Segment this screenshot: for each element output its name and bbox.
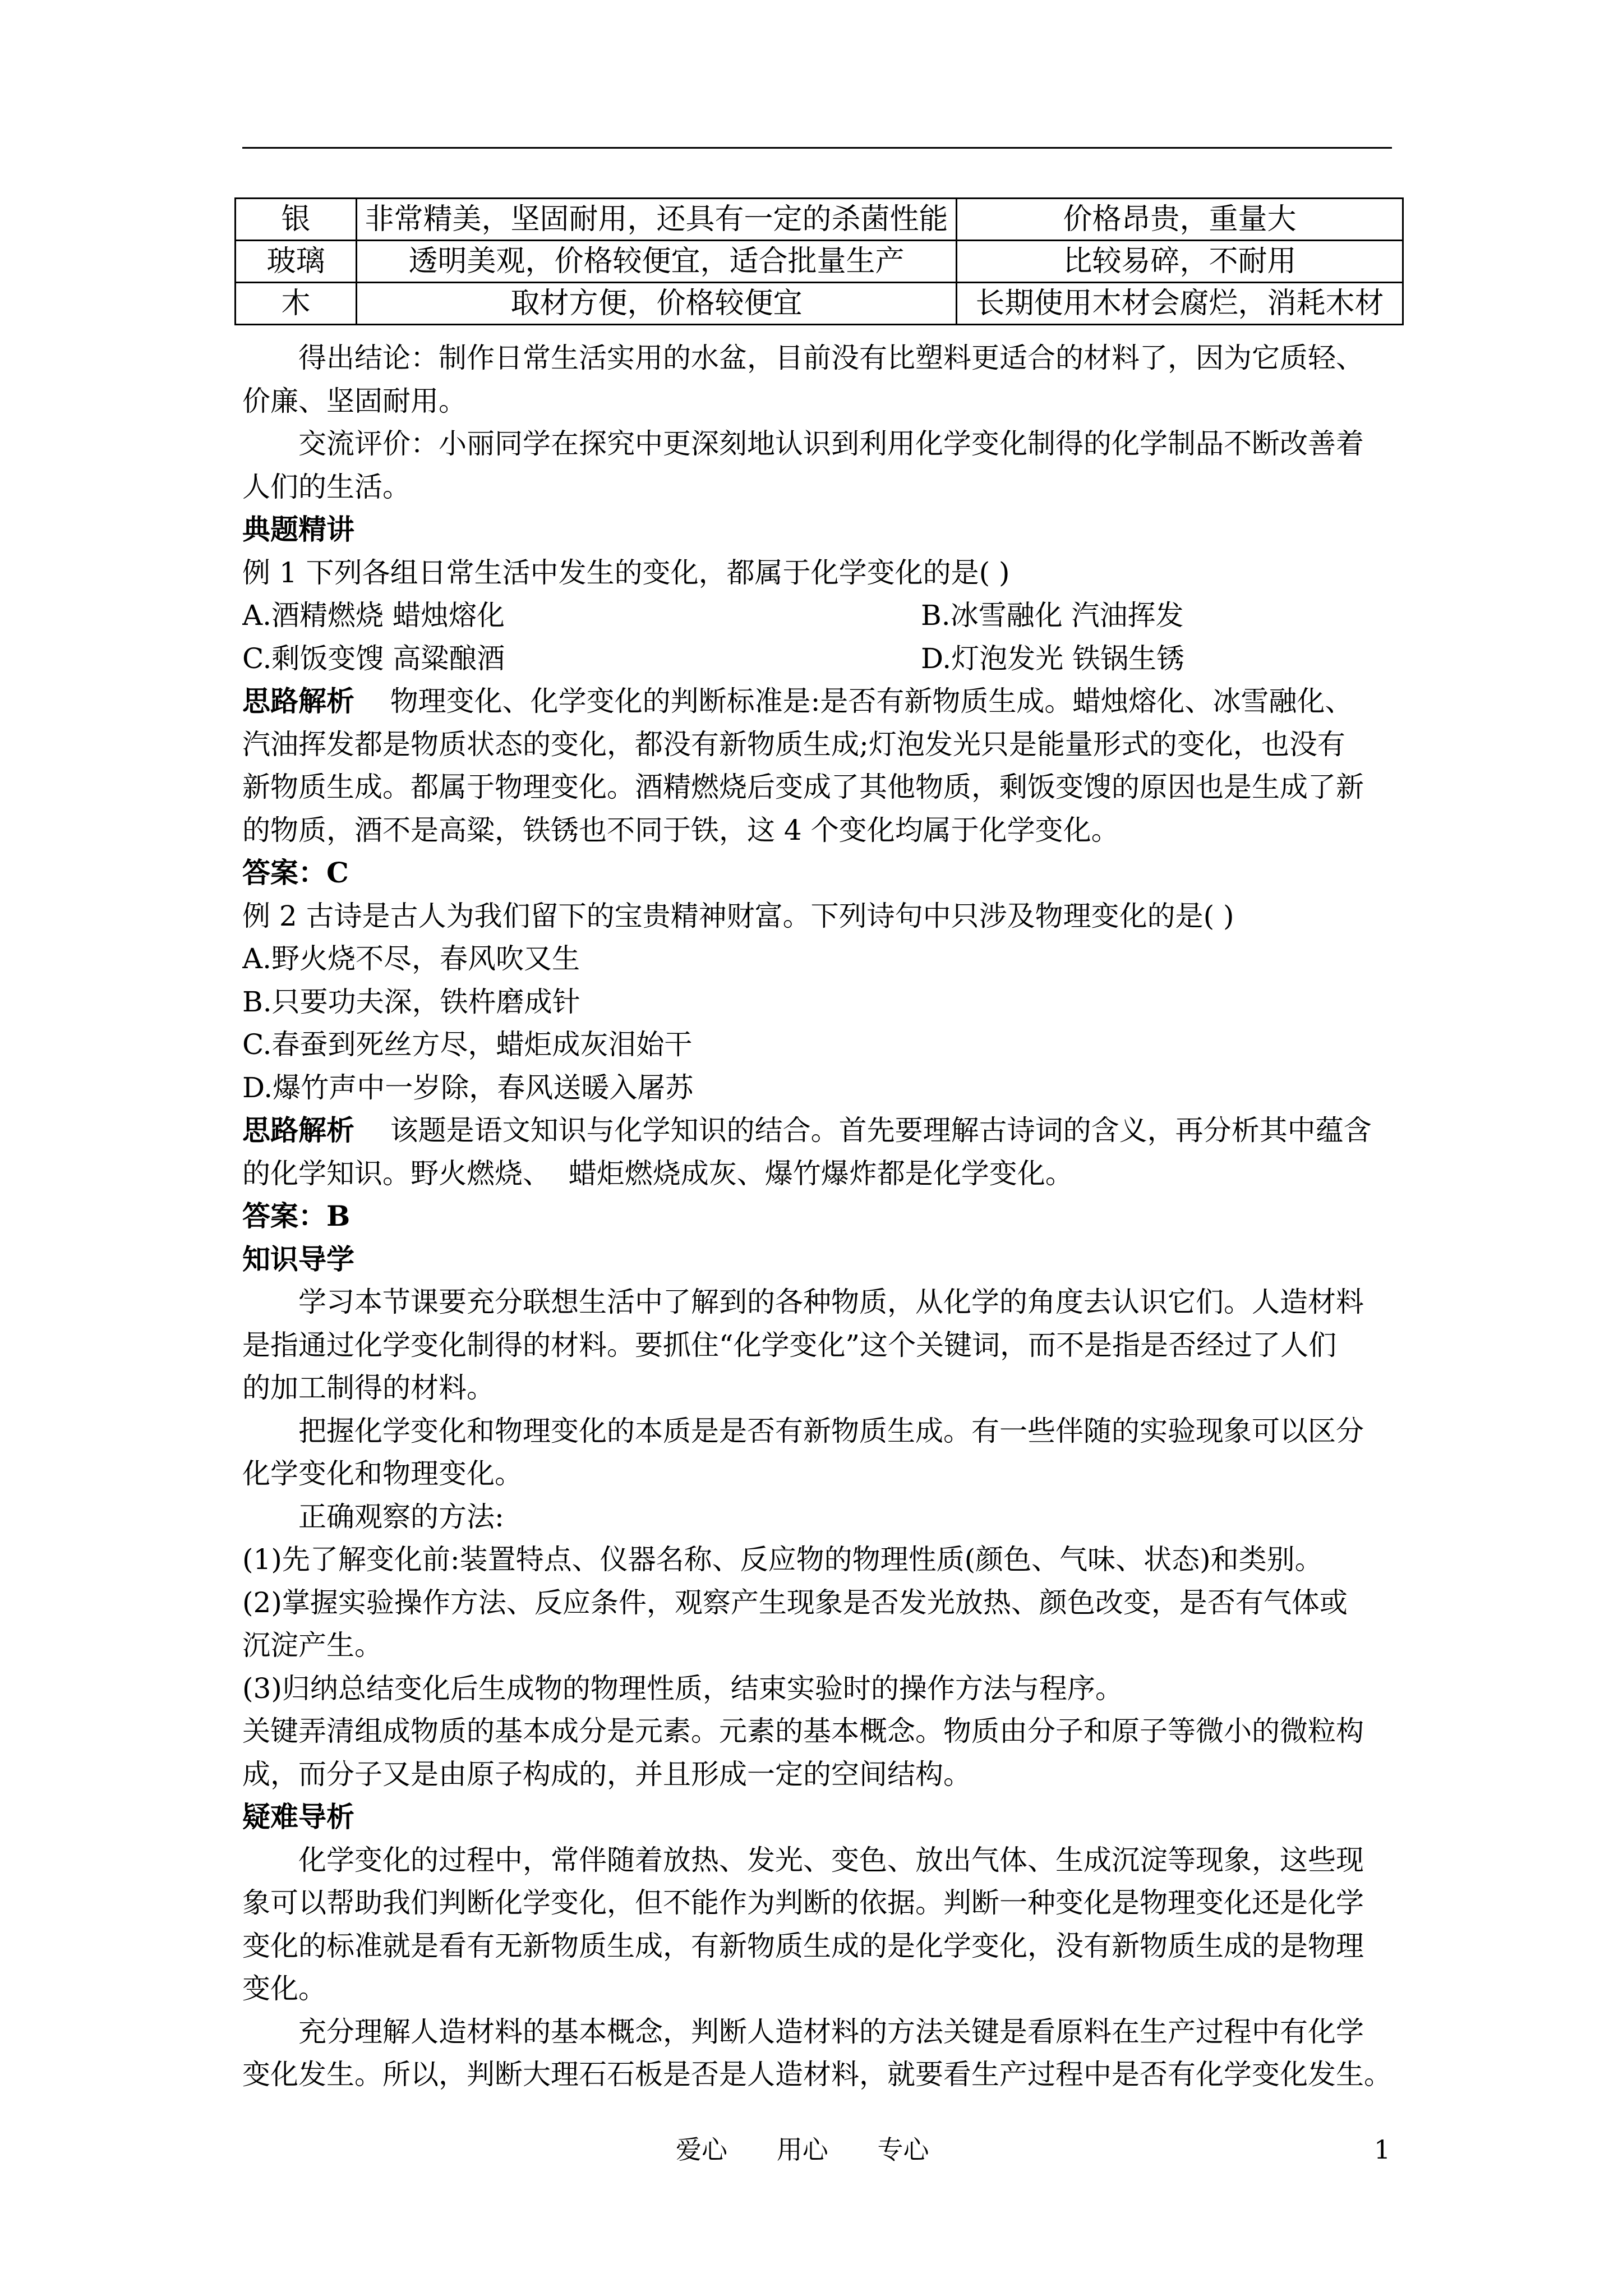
option-b: B.只要功夫深，铁杵磨成针 [242,985,580,1018]
guide-list-item: 沉淀产生。 [242,1629,382,1662]
option-c: C.春蚕到死丝方尽，蜡炬成灰泪始干 [242,1028,693,1061]
example-1-options-row [242,594,1398,637]
option-d: D.爆竹声中一岁除，春风送暖入屠苏 [242,1071,694,1104]
example-1-answer: 答案：C [242,856,349,889]
analysis-line [242,680,1398,723]
section-heading-difficulty: 疑难导析 [242,1800,354,1833]
disadvantage-cell: 比较易碎，不耐用 [957,241,1403,283]
guide-list-item: (3)归纳总结变化后生成物的物理性质，结束实验时的操作方法与程序。 [242,1672,1123,1705]
option-c: C.剩饭变馊 高粱酿酒 [242,642,505,675]
analysis-label: 思路解析 [242,684,354,717]
difficulty-paragraph-line: 变化的标准就是看有无新物质生成，有新物质生成的是化学变化，没有新物质生成的是物理 [242,1929,1364,1962]
evaluation-line: 人们的生活。 [242,470,411,503]
table-row [236,283,1403,325]
advantage-cell: 非常精美，坚固耐用，还具有一定的杀菌性能 [357,199,957,241]
difficulty-paragraph-line: 化学变化的过程中，常伴随着放热、发光、变色、放出气体、生成沉淀等现象，这些现 [298,1843,1364,1876]
guide-paragraph-line: 学习本节课要充分联想生活中了解到的各种物质，从化学的角度去认识它们。人造材料 [298,1286,1364,1318]
analysis-line: 新物质生成。都属于物理变化。酒精燃烧后变成了其他物质，剩饭变馊的原因也是生成了新 [242,771,1364,803]
analysis-line [242,1109,1398,1152]
footer-motto: 爱心 用心 专心 [676,2134,929,2165]
material-comparison-table [234,197,1404,325]
disadvantage-cell: 价格昂贵，重量大 [957,199,1403,241]
difficulty-paragraph-line: 变化发生。所以，判断大理石石板是否是人造材料，就要看生产过程中是否有化学变化发生。 [242,2058,1392,2091]
option-a: A.野火烧不尽，春风吹又生 [242,942,580,975]
example-2-question: 例 2 古诗是古人为我们留下的宝贵精神财富。下列诗句中只涉及物理变化的是( ) [242,899,1234,932]
evaluation-line: 交流评价：小丽同学在探究中更深刻地认识到利用化学变化制得的化学制品不断改善着 [298,427,1364,460]
analysis-line: 的化学知识。野火燃烧、 蜡炬燃烧成灰、爆竹爆炸都是化学变化。 [242,1157,1073,1190]
table-row [236,199,1403,241]
difficulty-paragraph-line: 变化。 [242,1972,326,2005]
example-2-answer: 答案：B [242,1199,351,1232]
guide-paragraph-line: 是指通过化学变化制得的材料。要抓住“化学变化”这个关键词，而不是指是否经过了人们 [242,1328,1337,1361]
advantage-cell: 透明美观，价格较便宜，适合批量生产 [357,241,957,283]
guide-list-item: (2)掌握实验操作方法、反应条件，观察产生现象是否发光放热、颜色改变，是否有气体或 [242,1586,1348,1619]
section-heading-typical: 典题精讲 [242,513,354,546]
analysis-label: 思路解析 [242,1114,354,1147]
option-d: D.灯泡发光 铁锅生锈 [921,642,1185,675]
guide-paragraph-line: 化学变化和物理变化。 [242,1457,523,1490]
material-cell: 银 [236,199,357,241]
example-1-question: 例 1 下列各组日常生活中发生的变化，都属于化学变化的是( ) [242,556,1010,589]
analysis-line: 汽油挥发都是物质状态的变化，都没有新物质生成;灯泡发光只是能量形式的变化，也没有 [242,728,1345,761]
option-b: B.冰雪融化 汽油挥发 [921,599,1184,632]
guide-paragraph-line: 把握化学变化和物理变化的本质是是否有新物质生成。有一些伴随的实验现象可以区分 [298,1414,1364,1447]
guide-paragraph-line: 的加工制得的材料。 [242,1372,495,1404]
section-heading-guide: 知识导学 [242,1242,354,1276]
body-text [242,337,1398,2096]
guide-paragraph-line: 正确观察的方法: [298,1500,504,1533]
guide-list-item: 关键弄清组成物质的基本成分是元素。元素的基本概念。物质由分子和原子等微小的微粒构 [242,1715,1364,1747]
example-1-options-row [242,637,1398,680]
page-number: 1 [1374,2134,1391,2165]
material-cell: 玻璃 [236,241,357,283]
difficulty-paragraph-line: 象可以帮助我们判断化学变化，但不能作为判断的依据。判断一种变化是物理变化还是化学 [242,1887,1364,1919]
conclusion-line: 得出结论：制作日常生活实用的水盆，目前没有比塑料更适合的材料了，因为它质轻、 [298,342,1364,374]
analysis-text: 该题是语文知识与化学知识的结合。首先要理解古诗词的含义，再分析其中蕴含 [354,1114,1372,1147]
guide-list-item: 成，而分子又是由原子构成的，并且形成一定的空间结构。 [242,1757,971,1791]
conclusion-line: 价廉、坚固耐用。 [242,384,467,417]
analysis-line: 的物质，酒不是高粱，铁锈也不同于铁，这 4 个变化均属于化学变化。 [242,813,1119,846]
table-row [236,241,1403,283]
option-a: A.酒精燃烧 蜡烛熔化 [242,599,505,632]
difficulty-paragraph-line: 充分理解人造材料的基本概念，判断人造材料的方法关键是看原料在生产过程中有化学 [298,2015,1364,2048]
disadvantage-cell: 长期使用木材会腐烂，消耗木材 [957,283,1403,325]
material-cell: 木 [236,283,357,325]
analysis-text: 物理变化、化学变化的判断标准是:是否有新物质生成。蜡烛熔化、冰雪融化、 [354,685,1353,717]
advantage-cell: 取材方便，价格较便宜 [357,283,957,325]
header-rule [242,147,1392,149]
guide-list-item: (1)先了解变化前:装置特点、仪器名称、反应物的物理性质(颜色、气味、状态)和类别。 [242,1543,1323,1576]
